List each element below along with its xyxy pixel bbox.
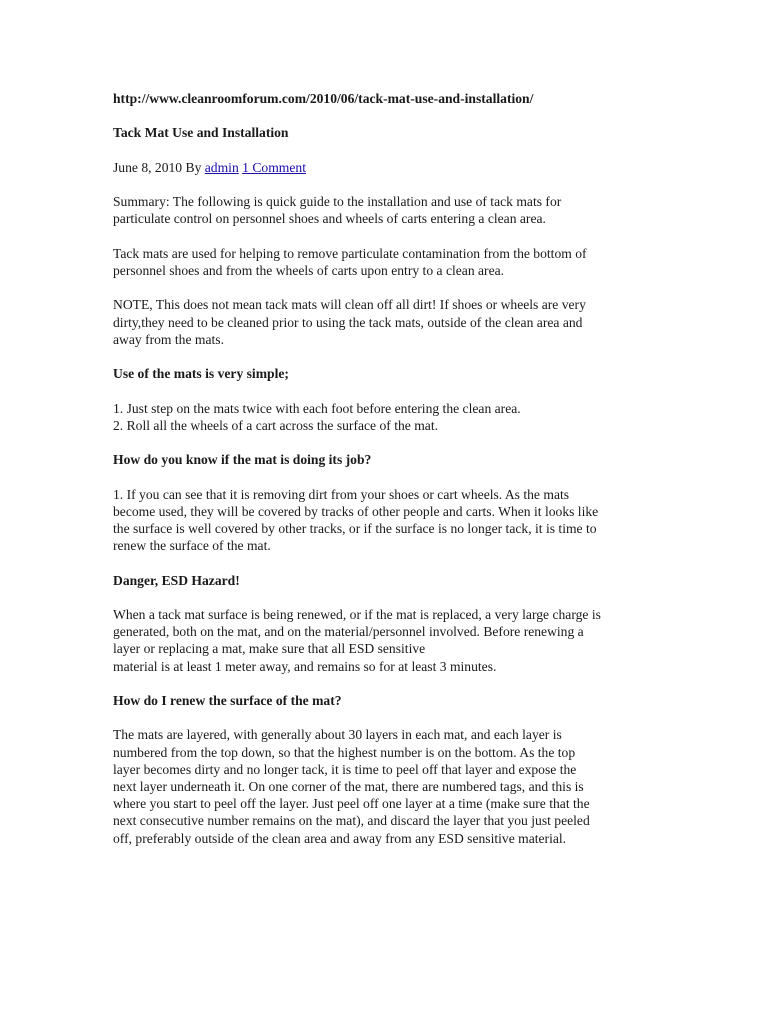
- intro-paragraph: [113, 245, 658, 279]
- list-item: 1. Just step on the mats twice with each foot before entering the clean area.: [113, 400, 521, 416]
- note-line: NOTE, This does not mean tack mats will clean off all dirt! If shoes or wheels are very: [113, 297, 586, 313]
- post-date: June 8, 2010 By: [113, 159, 202, 175]
- note-line: dirty,they need to be cleaned prior to using the tack mats, outside of the clean area and: [113, 314, 583, 330]
- document-body: [113, 90, 658, 864]
- renew-line: off, preferably outside of the clean area and away from any ESD sensitive material.: [113, 830, 567, 846]
- use-heading: Use of the mats is very simple;: [113, 366, 289, 382]
- esd-paragraph: [113, 606, 658, 675]
- esd-line: material is at least 1 meter away, and remains so for at least 3 minutes.: [113, 658, 497, 674]
- summary-line: particulate control on personnel shoes and wheels of carts entering a clean area.: [113, 211, 546, 227]
- renew-paragraph: [113, 726, 658, 846]
- note-paragraph: [113, 296, 658, 348]
- job-heading: How do you know if the mat is doing its job?: [113, 452, 372, 468]
- list-item: 2. Roll all the wheels of a cart across the surface of the mat.: [113, 417, 438, 433]
- job-line: renew the surface of the mat.: [113, 538, 271, 554]
- renew-line: The mats are layered, with generally about 30 layers in each mat, and each layer is: [113, 727, 562, 743]
- note-line: away from the mats.: [113, 331, 224, 347]
- renew-line: numbered from the top down, so that the highest number is on the bottom. As the top: [113, 744, 576, 760]
- intro-line: personnel shoes and from the wheels of carts upon entry to a clean area.: [113, 262, 505, 278]
- comments-link[interactable]: 1 Comment: [242, 159, 306, 175]
- article-meta: [113, 159, 658, 176]
- author-link[interactable]: admin: [204, 159, 239, 175]
- article-title: Tack Mat Use and Installation: [113, 125, 289, 141]
- job-paragraph: [113, 486, 658, 555]
- esd-line: generated, both on the mat, and on the material/personnel involved. Before renewing a: [113, 624, 584, 640]
- esd-line: layer or replacing a mat, make sure that all ESD sensitive: [113, 641, 426, 657]
- esd-heading: Danger, ESD Hazard!: [113, 572, 240, 588]
- use-steps-list: [113, 400, 658, 434]
- job-line: become used, they will be covered by tracks of other people and carts. When it looks like: [113, 503, 599, 519]
- renew-line: next consecutive number remains on the mat), and discard the layer that you just peeled: [113, 813, 590, 829]
- intro-line: Tack mats are used for helping to remove particulate contamination from the bottom of: [113, 245, 587, 261]
- job-line: 1. If you can see that it is removing dirt from your shoes or cart wheels. As the mats: [113, 486, 570, 502]
- job-line: the surface is well covered by other tracks, or if the surface is no longer tack, it is time to: [113, 520, 597, 536]
- summary-paragraph: [113, 193, 658, 227]
- source-url: http://www.cleanroomforum.com/2010/06/tack-mat-use-and-installation/: [113, 91, 534, 106]
- renew-line: layer becomes dirty and no longer tack, it is time to peel off that layer and expose the: [113, 761, 577, 777]
- renew-line: where you start to peel off the layer. Just peel off one layer at a time (make sure that the: [113, 796, 590, 812]
- renew-line: next layer underneath it. On one corner of the mat, there are numbered tags, and this is: [113, 778, 584, 794]
- renew-heading: How do I renew the surface of the mat?: [113, 692, 342, 708]
- esd-line: When a tack mat surface is being renewed, or if the mat is replaced, a very large charge is: [113, 606, 601, 622]
- summary-line: Summary: The following is quick guide to the installation and use of tack mats for: [113, 194, 562, 210]
